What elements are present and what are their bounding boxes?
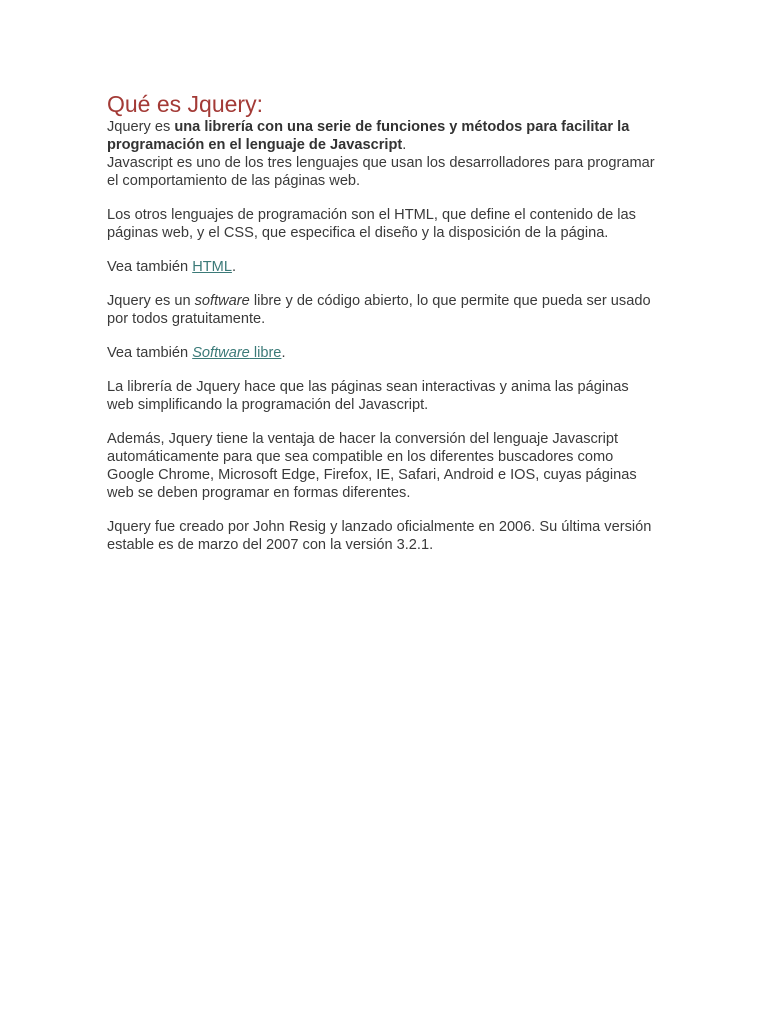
software-paragraph: [107, 292, 659, 328]
advantages-paragraph: Además, Jquery tiene la ventaja de hacer la conversión del lenguaje Javascript automáticamente para que sea compatible en los diferentes buscadores como Google Chrome, Microsoft Edge, Firefox, IE, Safari, Android e IOS, cuyas páginas web se deben programar en formas diferentes.: [107, 431, 637, 501]
library-paragraph: La librería de Jquery hace que las páginas sean interactivas y anima las páginas web simplificando la programación del Javascript.: [107, 379, 629, 413]
intro-bold: una librería con una serie de funciones y métodos para facilitar la programación en el lenguaje de Javascript: [107, 119, 630, 153]
intro-prefix: Jquery es: [107, 119, 175, 135]
page-title: Qué es Jquery:: [107, 91, 263, 117]
software-link-italic: Software: [192, 345, 250, 361]
see-also-software: [107, 344, 659, 362]
see-also-html: [107, 258, 659, 276]
history-paragraph: Jquery fue creado por John Resig y lanzado oficialmente en 2006. Su última versión estable es de marzo del 2007 con la versión 3.2.1.: [107, 519, 652, 553]
see-html-prefix: Vea también: [107, 259, 193, 275]
see-software-prefix: Vea también: [107, 345, 193, 361]
software-link-rest: libre: [249, 345, 282, 361]
software-suffix: libre y de código abierto, lo que permite que pueda ser usado por todos gratuitamente.: [107, 293, 651, 327]
html-link[interactable]: HTML: [192, 259, 232, 275]
javascript-paragraph: Javascript es uno de los tres lenguajes que usan los desarrolladores para programar el comportamiento de las páginas web.: [107, 155, 655, 189]
other-languages-paragraph: Los otros lenguajes de programación son el HTML, que define el contenido de las páginas web, y el CSS, que especifica el diseño y la disposición de la página.: [107, 207, 636, 241]
software-prefix: Jquery es un: [107, 293, 195, 309]
see-html-suffix: .: [231, 259, 236, 275]
software-italic: software: [194, 293, 250, 309]
document-page: [107, 90, 659, 570]
intro-paragraph: [107, 118, 659, 154]
software-libre-link[interactable]: [192, 345, 281, 361]
intro-suffix: .: [402, 137, 407, 153]
see-software-suffix: .: [281, 345, 286, 361]
